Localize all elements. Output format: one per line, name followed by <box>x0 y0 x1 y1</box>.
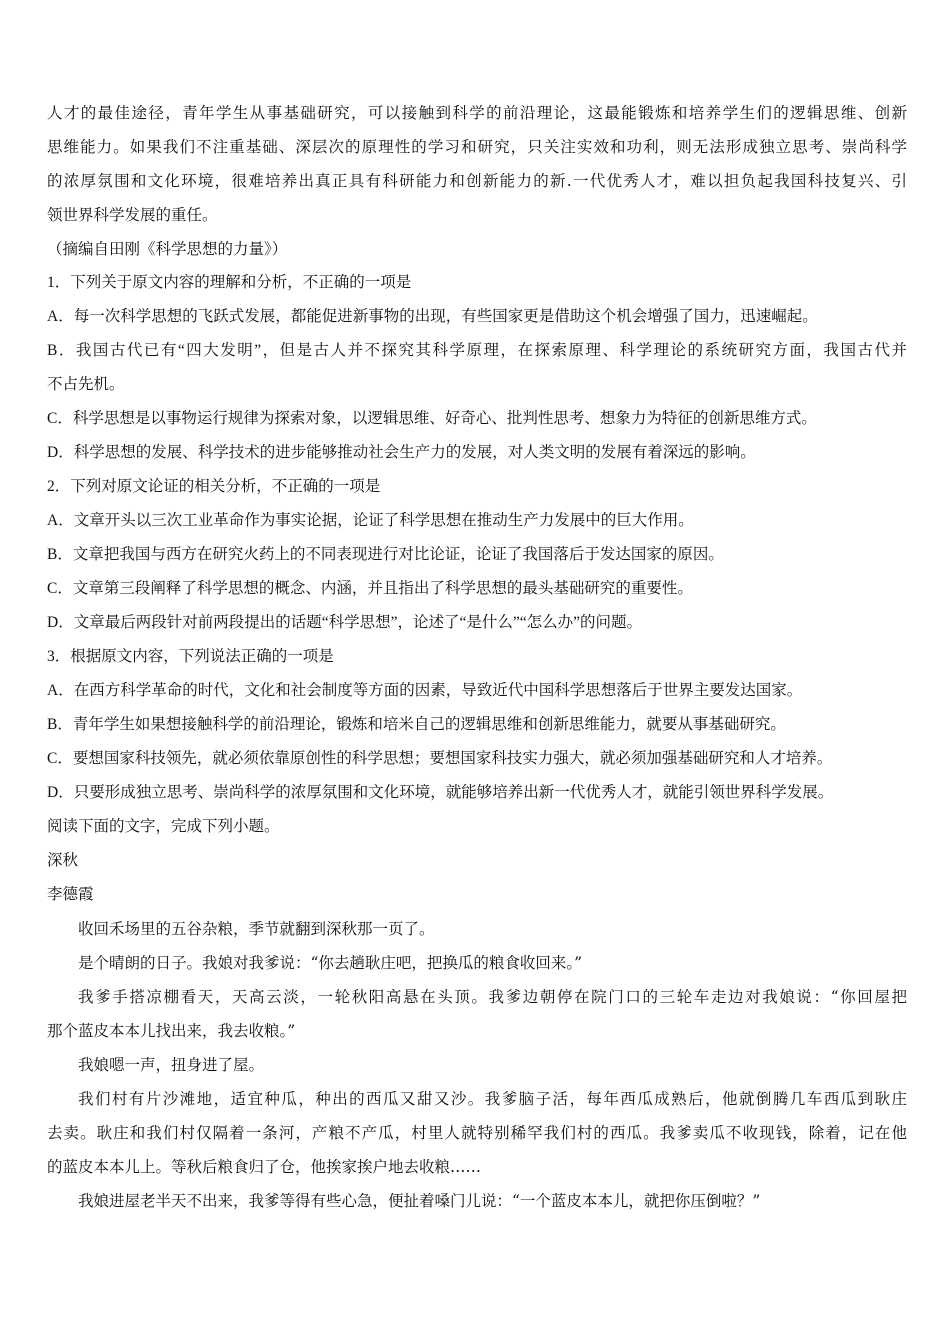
question-1-option-a: A．每一次科学思想的飞跃式发展，都能促进新事物的出现，有些国家更是借助这个机会增强了国力，迅速崛起。 <box>47 308 818 325</box>
story-paragraph: 我爹手搭凉棚看天，天高云淡，一轮秋阳高悬在头顶。我爹边朝停在院门口的三轮车走边对我娘说：“你回屋把 <box>78 988 907 1006</box>
passage-source: （摘编自田刚《科学思想的力量》） <box>47 240 288 258</box>
story-paragraph: 是个晴朗的日子。我娘对我爹说：“你去趟耿庄吧，把换瓜的粮食收回来。” <box>78 954 583 972</box>
story-paragraph: 我娘进屋老半天不出来，我爹等得有些心急，便扯着嗓门儿说：“一个蓝皮本本儿，就把你压倒啦？” <box>78 1192 761 1210</box>
passage-line: 人才的最佳途径，青年学生从事基础研究，可以接触到科学的前沿理论，这最能锻炼和培养学生们的逻辑思维、创新 <box>47 104 907 122</box>
question-1-option-d: D．科学思想的发展、科学技术的进步能够推动社会生产力的发展，对人类文明的发展有着深远的影响。 <box>47 444 756 461</box>
question-3-option-d: D．只要形成独立思考、崇尚科学的浓厚氛围和文化环境，就能够培养出新一代优秀人才，就能引领世界科学发展。 <box>47 784 834 801</box>
story-paragraph: 我娘嗯一声，扭身进了屋。 <box>78 1056 265 1074</box>
question-2-option-d: D．文章最后两段针对前两段提出的话题“科学思想”，论述了“是什么”“怎么办”的问题。 <box>47 614 642 631</box>
question-3-option-a: A．在西方科学革命的时代，文化和社会制度等方面的因素，导致近代中国科学思想落后于世界主要发达国家。 <box>47 682 803 699</box>
story-title: 深秋 <box>47 852 79 869</box>
question-3-stem: 3．根据原文内容，下列说法正确的一项是 <box>47 648 334 665</box>
question-2-option-c: C．文章第三段阐释了科学思想的概念、内涵，并且指出了科学思想的最头基础研究的重要性。 <box>47 580 693 597</box>
question-2-option-a: A．文章开头以三次工业革命作为事实论据，论证了科学思想在推动生产力发展中的巨大作用。 <box>47 512 694 529</box>
passage-line: 思维能力。如果我们不注重基础、深层次的原理性的学习和研究，只关注实效和功利，则无法形成独立思考、崇尚科学 <box>47 138 907 156</box>
question-1-stem: 1．下列关于原文内容的理解和分析，不正确的一项是 <box>47 274 412 291</box>
story-author: 李德霞 <box>47 886 94 903</box>
question-1-option-c: C．科学思想是以事物运行规律为探索对象，以逻辑思维、好奇心、批判性思考、想象力为特征的创新思维方式。 <box>47 410 817 427</box>
document-page <box>47 96 907 1218</box>
reading-instruction: 阅读下面的文字，完成下列小题。 <box>47 818 280 835</box>
question-3-option-c: C．要想国家科技领先，就必须依靠原创性的科学思想；要想国家科技实力强大，就必须加强基础研究和人才培养。 <box>47 750 833 767</box>
passage-line: 的浓厚氛围和文化环境，很难培养出真正具有科研能力和创新能力的新.一代优秀人才，难以担负起我国科技复兴、引 <box>47 172 907 190</box>
story-paragraph-cont: 的蓝皮本本儿上。等秋后粮食归了仓，他挨家挨户地去收粮…… <box>47 1158 482 1176</box>
question-3-option-b: B．青年学生如果想接触科学的前沿理论，锻炼和培米自己的逻辑思维和创新思维能力，就要从事基础研究。 <box>47 716 786 733</box>
story-paragraph: 我们村有片沙滩地，适宜种瓜，种出的西瓜又甜又沙。我爹脑子活，每年西瓜成熟后，他就倒腾几车西瓜到耿庄 <box>78 1090 907 1108</box>
story-paragraph-cont: 去卖。耿庄和我们村仅隔着一条河，产粮不产瓜，村里人就特别稀罕我们村的西瓜。我爹卖瓜不收现钱，除着，记在他 <box>47 1124 907 1142</box>
question-2-stem: 2．下列对原文论证的相关分析，不正确的一项是 <box>47 478 381 495</box>
question-1-option-b-cont: 不占先机。 <box>47 376 125 393</box>
question-2-option-b: B．文章把我国与西方在研究火药上的不同表现进行对比论证，论证了我国落后于发达国家的原因。 <box>47 546 724 563</box>
story-paragraph-cont: 那个蓝皮本本儿找出来，我去收粮。” <box>47 1022 296 1040</box>
passage-line: 领世界科学发展的重任。 <box>47 206 218 224</box>
story-paragraph: 收回禾场里的五谷杂粮，季节就翻到深秋那一页了。 <box>78 920 435 938</box>
question-1-option-b: B．我国古代已有“四大发明”，但是古人并不探究其科学原理，在探索原理、科学理论的系统研究方面，我国古代并 <box>47 342 907 359</box>
